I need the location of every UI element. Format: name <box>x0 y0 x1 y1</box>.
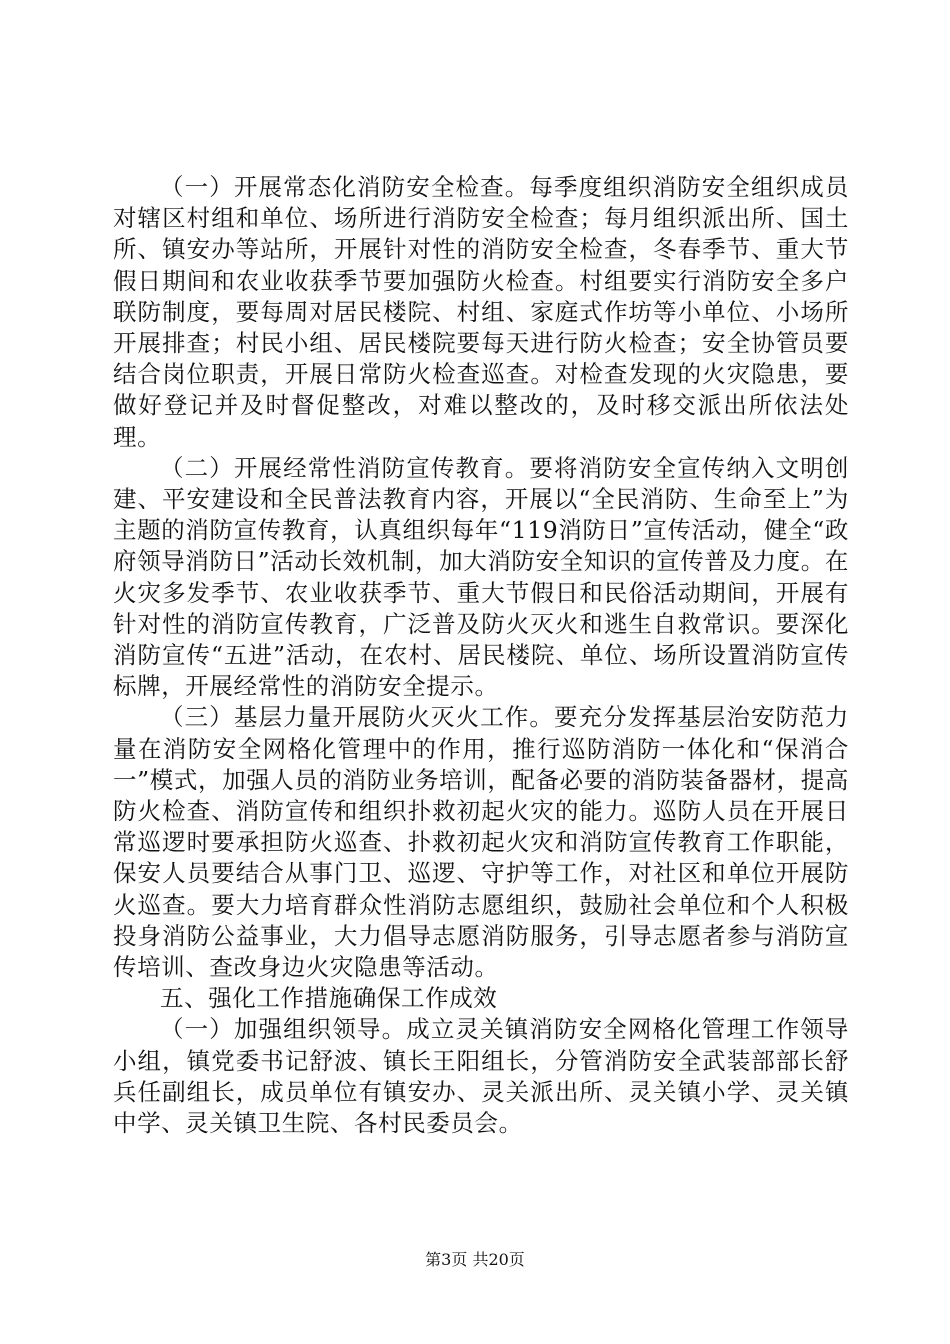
paragraph-grassroots-firefighting: （三）基层力量开展防火灭火工作。要充分发挥基层治安防范力量在消防安全网格化管理中的作用，推行巡防消防一体化和“保消合一”模式，加强人员的消防业务培训，配备必要的消防装备器材，提高防火检查、消防宣传和组织扑救初起火灾的能力。巡防人员在开展日常巡逻时要承担防火巡查、扑救初起火灾和消防宣传教育工作职能，保安人员要结合从事门卫、巡逻、守护等工作，对社区和单位开展防火巡查。要大力培育群众性消防志愿组织，鼓励社会单位和个人积极投身消防公益事业，大力倡导志愿消防服务，引导志愿者参与消防宣传培训、查改身边火灾隐患等活动。 <box>113 703 849 982</box>
paragraph-publicity-education: （二）开展经常性消防宣传教育。要将消防安全宣传纳入文明创建、平安建设和全民普法教育内容，开展以“全民消防、生命至上”为主题的消防宣传教育，认真组织每年“119消防日”宣传活动，健全“政府领导消防日”活动长效机制，加大消防安全知识的宣传普及力度。在火灾多发季节、农业收获季节、重大节假日和民俗活动期间，开展有针对性的消防宣传教育，广泛普及防火灭火和逃生自救常识。要深化消防宣传“五进”活动，在农村、居民楼院、单位、场所设置消防宣传标牌，开展经常性的消防安全提示。 <box>113 453 849 701</box>
section-heading-measures: 五、强化工作措施确保工作成效 <box>160 984 498 1013</box>
paragraph-organization-leadership: （一）加强组织领导。成立灵关镇消防安全网格化管理工作领导小组，镇党委书记舒波、镇长王阳组长，分管消防安全武装部部长舒兵任副组长，成员单位有镇安办、灵关派出所、灵关镇小学、灵关镇中学、灵关镇卫生院、各村民委员会。 <box>113 1015 849 1138</box>
paragraph-routine-inspection: （一）开展常态化消防安全检查。每季度组织消防安全组织成员对辖区村组和单位、场所进行消防安全检查；每月组织派出所、国土所、镇安办等站所，开展针对性的消防安全检查，冬春季节、重大节假日期间和农业收获季节要加强防火检查。村组要实行消防安全多户联防制度，要每周对居民楼院、村组、家庭式作坊等小单位、小场所开展排查；村民小组、居民楼院要每天进行防火检查；安全协管员要结合岗位职责，开展日常防火检查巡查。对检查发现的火灾隐患，要做好登记并及时督促整改，对难以整改的，及时移交派出所依法处理。 <box>113 173 849 451</box>
document-body <box>113 172 849 1139</box>
page-footer: 第3页 共20页 <box>425 1250 525 1269</box>
